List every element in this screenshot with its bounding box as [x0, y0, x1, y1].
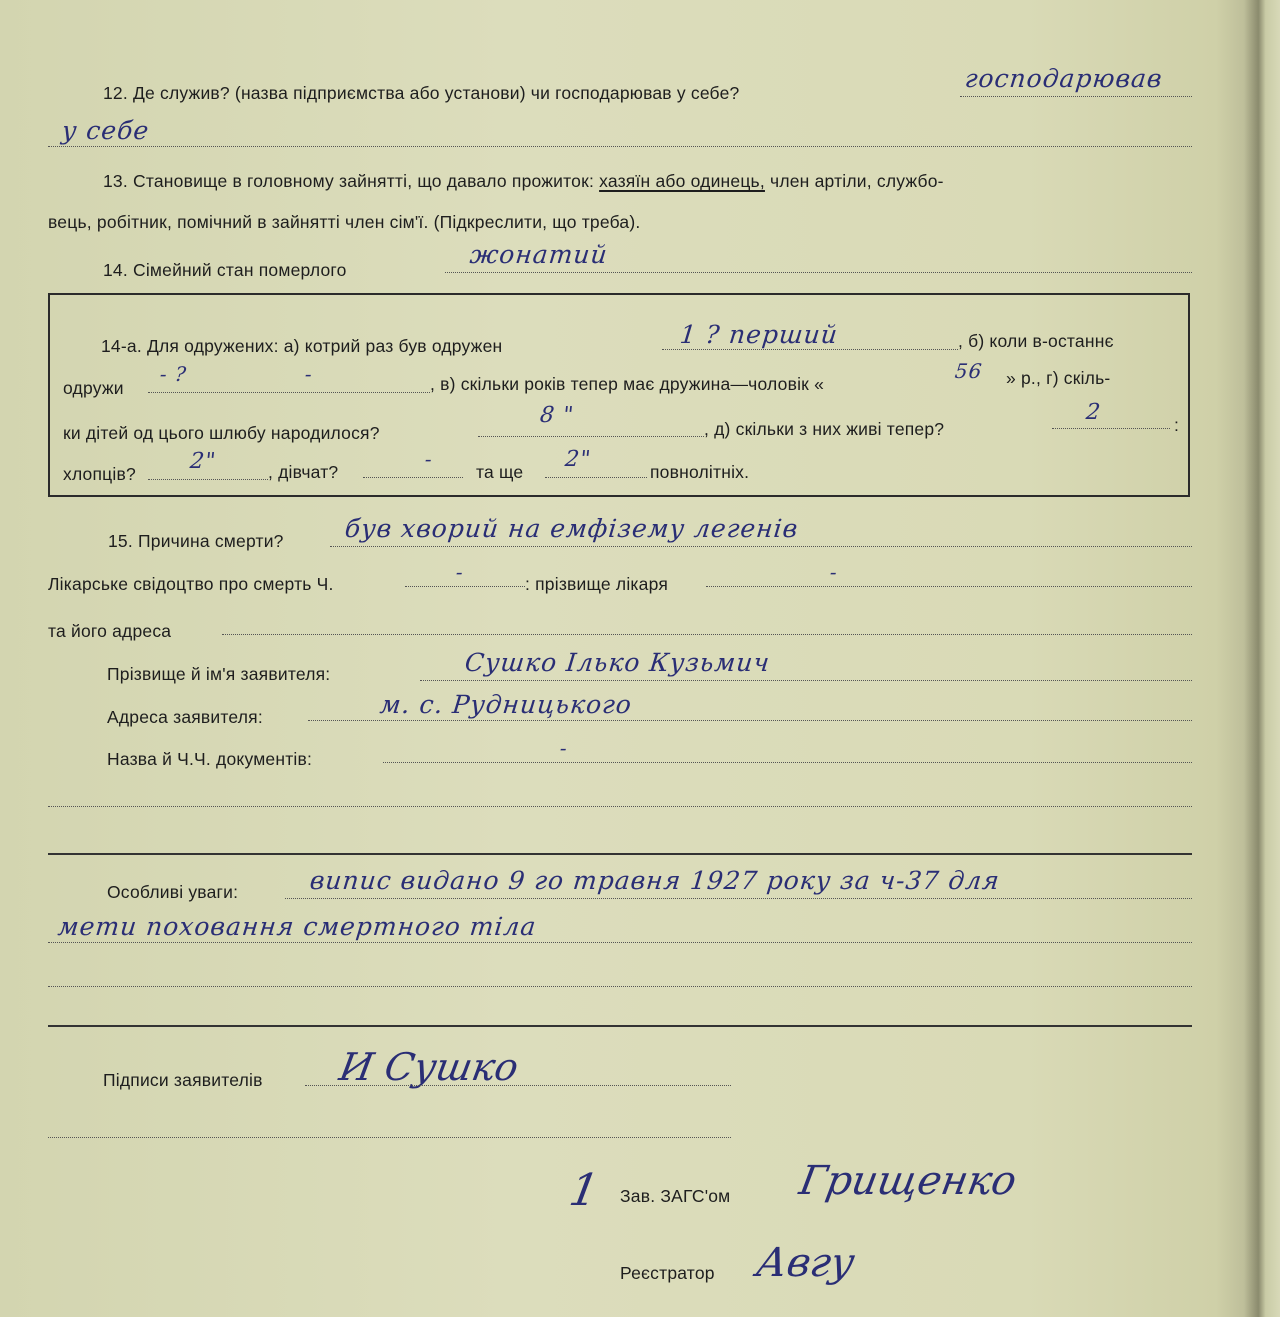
- q12-answer-1: господарював: [963, 64, 1165, 93]
- q14a-d-answer: 2: [1084, 400, 1103, 425]
- applicant-address-line: [308, 720, 1192, 721]
- registrar-label: Реєстратор: [620, 1263, 715, 1283]
- q14a-odruzh-answer-1: - ?: [158, 362, 189, 386]
- q14a-girls-answer: -: [423, 447, 435, 471]
- notes-bottom-divider: [48, 1025, 1192, 1027]
- applicant-address-answer: м. с. Рудницького: [378, 690, 634, 719]
- q12-answer-2: у себе: [60, 116, 151, 145]
- doctor-label: : прізвище лікаря: [525, 574, 668, 594]
- q14a-line-girls: [363, 477, 463, 478]
- q14a-line-boys: [148, 479, 268, 480]
- certificate-address-line: [222, 634, 1192, 635]
- notes-line-1: випис видано 9 го травня 1927 року за ч-37 для: [308, 866, 1002, 895]
- q14a-boys-answer: 2": [188, 449, 218, 474]
- mark-number: 1: [565, 1165, 603, 1216]
- applicant-docs-line: [383, 762, 1192, 763]
- applicant-name-label: Прізвище й ім'я заявителя:: [107, 664, 331, 684]
- section-divider: [48, 853, 1192, 855]
- certificate-label: Лікарське свідоцтво про смерть Ч.: [48, 574, 334, 594]
- q14a-odruzh: одружи: [63, 378, 124, 398]
- q14a-odruzh-answer-2: -: [303, 362, 315, 386]
- registrar-signature: Авгу: [752, 1240, 859, 1286]
- q13-line-2: вець, робітник, помічний в зайнятті член сім'ї. (Підкреслити, що треба).: [48, 212, 641, 232]
- q14a-g-answer: 8 ": [538, 403, 576, 428]
- q14a-box: [48, 293, 1190, 497]
- notes-line-1-rule: [285, 898, 1192, 899]
- q13-label-end: член артіли, службо-: [770, 171, 944, 191]
- q15-line: [330, 546, 1192, 547]
- doctor-line: [706, 586, 1192, 587]
- q14a-also-answer: 2": [563, 447, 593, 472]
- doctor-answer: -: [828, 560, 840, 584]
- certificate-number-line: [405, 586, 525, 587]
- q14a-adults-label: повнолітніх.: [650, 462, 750, 482]
- q15-answer: був хворий на емфізему легенів: [343, 514, 800, 543]
- applicant-docs-answer: -: [558, 736, 570, 760]
- paper-edge-shadow: [1244, 0, 1280, 1317]
- q14a-part-v: , в) скільки років тепер має дружина—чоловік «: [430, 374, 825, 394]
- q12-label: 12. Де служив? (назва підприємства або установи) чи господарював у себе?: [103, 83, 740, 103]
- applicant-name-line: [420, 680, 1192, 681]
- q13-label-start: 13. Становище в головному зайнятті, що давало прожиток:: [103, 171, 595, 191]
- q14a-line3-start: ки дітей од цього шлюбу народилося?: [63, 423, 380, 443]
- q14a-line-odruzh: [148, 392, 430, 393]
- notes-line-2: мети поховання смертного тіла: [56, 912, 538, 941]
- notes-line-3-rule: [48, 986, 1192, 987]
- q12-line-1: [960, 96, 1192, 97]
- q14a-a-answer: 1 ? перший: [678, 320, 840, 349]
- head-label: Зав. ЗАГС'ом: [620, 1186, 731, 1206]
- q14a-colon: :: [1174, 415, 1180, 435]
- head-signature: Грищенко: [795, 1158, 1020, 1204]
- q13-underlined: хазяїн або одинець,: [599, 171, 765, 191]
- q13-label: [103, 171, 944, 192]
- q14a-girls-label: , дівчат?: [268, 462, 339, 482]
- q14a-line-g: [478, 436, 704, 437]
- q14-label: 14. Сімейний стан померлого: [103, 260, 347, 280]
- blank-line-1: [48, 806, 1192, 807]
- q14a-line-a: [662, 349, 958, 350]
- applicant-signature-line: [305, 1085, 731, 1086]
- q12-line-2: [48, 146, 1192, 147]
- notes-label: Особливі уваги:: [107, 882, 239, 902]
- q14a-part-d: , д) скільки з них живі тепер?: [704, 419, 945, 439]
- q14a-part-g: » р., г) скіль-: [1006, 368, 1111, 388]
- q14-answer: жонатий: [468, 240, 610, 269]
- q15-label: 15. Причина смерти?: [108, 531, 284, 551]
- applicant-address-label: Адреса заявителя:: [107, 707, 263, 727]
- q14-line: [445, 272, 1192, 273]
- q14a-line-d: [1052, 428, 1170, 429]
- q14a-boys-label: хлопців?: [63, 464, 136, 484]
- applicant-signature-line-2: [48, 1137, 731, 1138]
- q14a-line-also: [545, 477, 647, 478]
- notes-line-2-rule: [48, 942, 1192, 943]
- certificate-number: -: [454, 560, 466, 584]
- applicant-docs-label: Назва й Ч.Ч. документів:: [107, 749, 313, 769]
- q14a-part-a: 14-а. Для одружених: а) котрий раз був одружен: [101, 336, 503, 356]
- certificate-address-label: та його адреса: [48, 621, 172, 641]
- applicant-signature-label: Підписи заявителів: [103, 1070, 263, 1090]
- applicant-signature: И Сушко: [336, 1045, 522, 1089]
- q14a-also-label: та ще: [476, 462, 524, 482]
- applicant-name-answer: Сушко Ілько Кузьмич: [463, 648, 772, 677]
- q14a-part-b: , б) коли в-останнє: [958, 331, 1114, 351]
- q14a-v-answer: 56: [953, 359, 984, 383]
